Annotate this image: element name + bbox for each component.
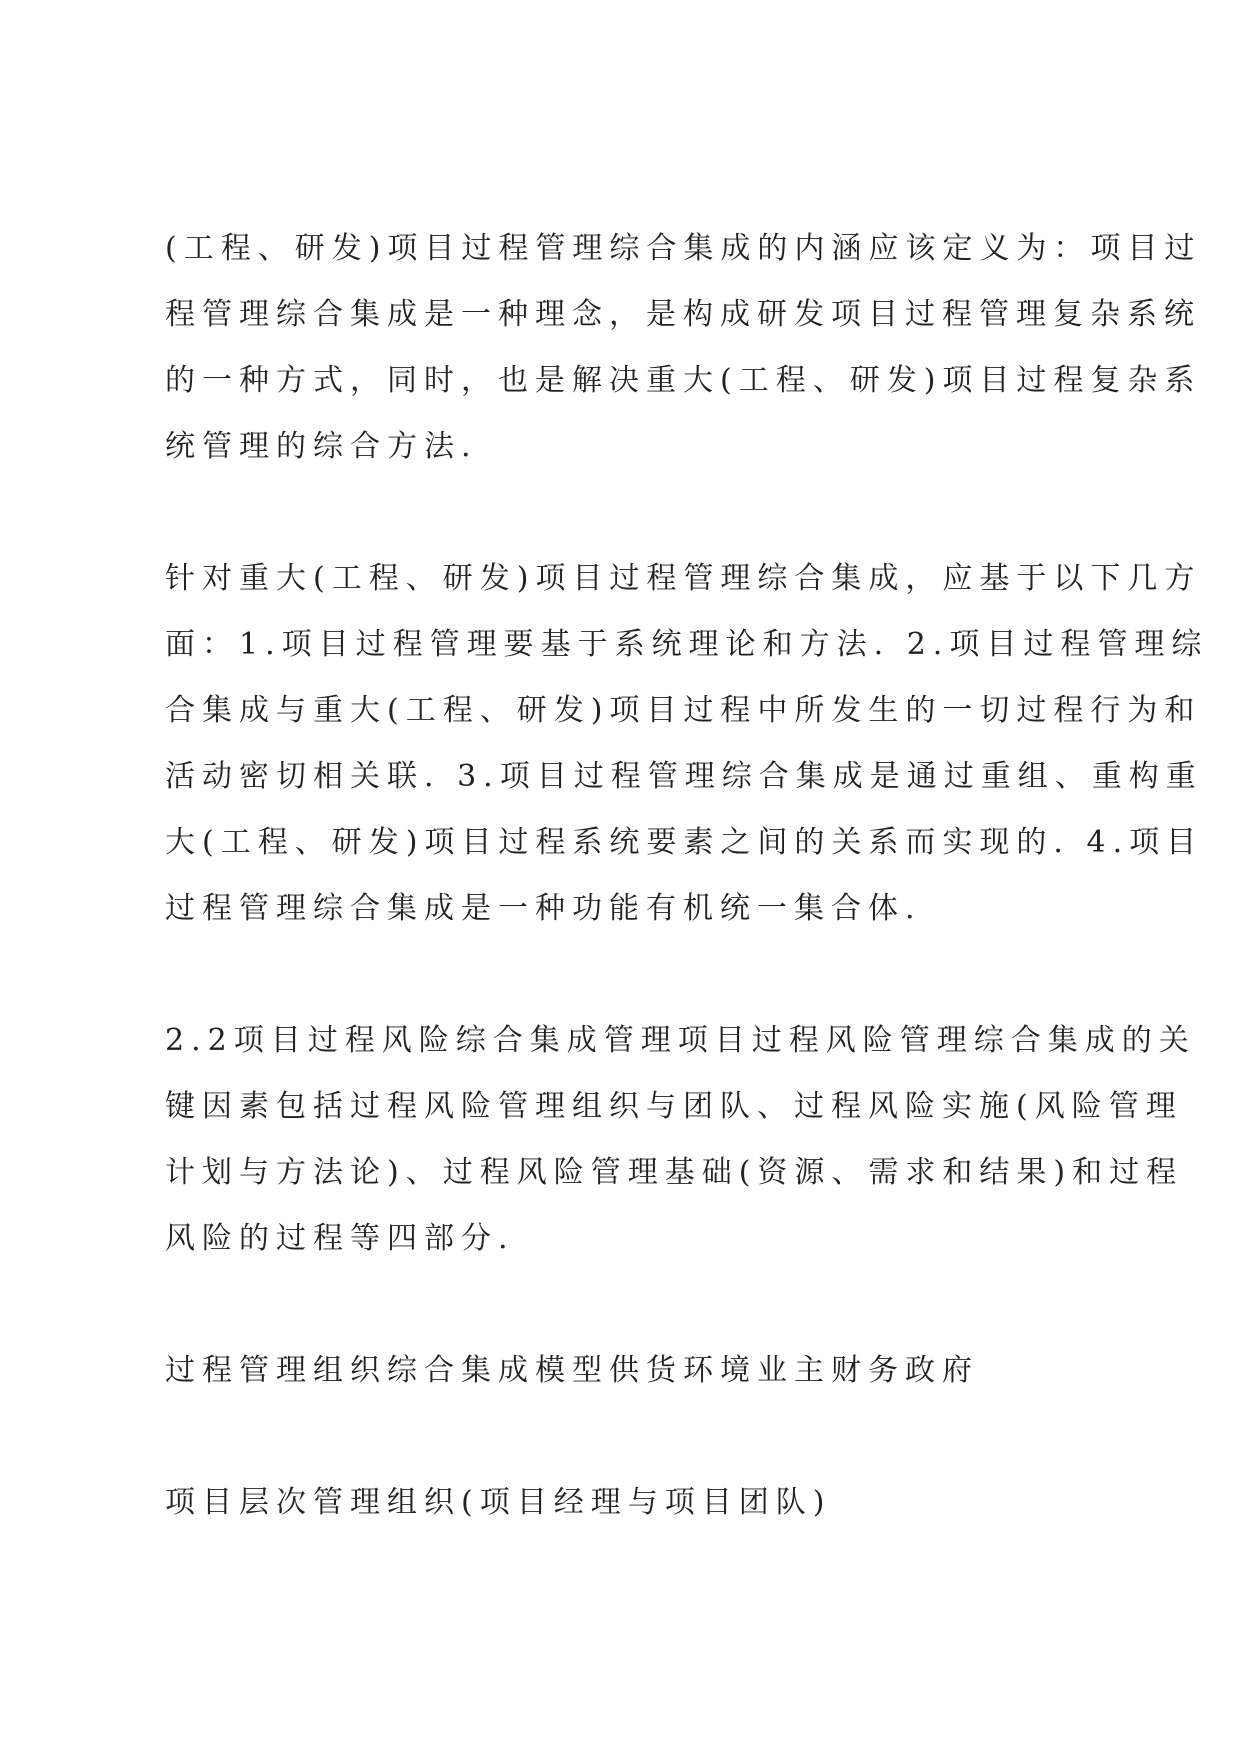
text-line: 过程管理综合集成是一种功能有机统一集合体. <box>165 891 922 926</box>
text-line: 程管理综合集成是一种理念，是构成研发项目过程管理复杂系统 <box>165 297 1201 332</box>
text-line: 键因素包括过程风险管理组织与团队、过程风险实施(风险管理 <box>165 1089 1183 1124</box>
text-line: 合集成与重大(工程、研发)项目过程中所发生的一切过程行为和 <box>165 693 1202 728</box>
text-line: 统管理的综合方法. <box>165 429 478 464</box>
text-line: 针对重大(工程、研发)项目过程管理综合集成，应基于以下几方 <box>165 561 1202 596</box>
text-line: 风险的过程等四部分. <box>165 1221 515 1256</box>
text-line: 2.2项目过程风险综合集成管理项目过程风险管理综合集成的关 <box>165 1023 1196 1058</box>
text-line: 面：1.项目过程管理要基于系统理论和方法. 2.项目过程管理综 <box>165 627 1209 662</box>
text-line: 活动密切相关联. 3.项目过程管理综合集成是通过重组、重构重 <box>165 759 1203 794</box>
text-line: 的一种方式，同时，也是解决重大(工程、研发)项目过程复杂系 <box>165 363 1202 398</box>
text-line: (工程、研发)项目过程管理综合集成的内涵应该定义为：项目过 <box>165 231 1202 266</box>
text-line: 大(工程、研发)项目过程系统要素之间的关系而实现的. 4.项目 <box>165 825 1204 860</box>
text-line: 项目层次管理组织(项目经理与项目团队) <box>165 1485 832 1520</box>
text-line: 过程管理组织综合集成模型供货环境业主财务政府 <box>165 1353 979 1388</box>
text-line: 计划与方法论)、过程风险管理基础(资源、需求和结果)和过程 <box>165 1155 1184 1190</box>
